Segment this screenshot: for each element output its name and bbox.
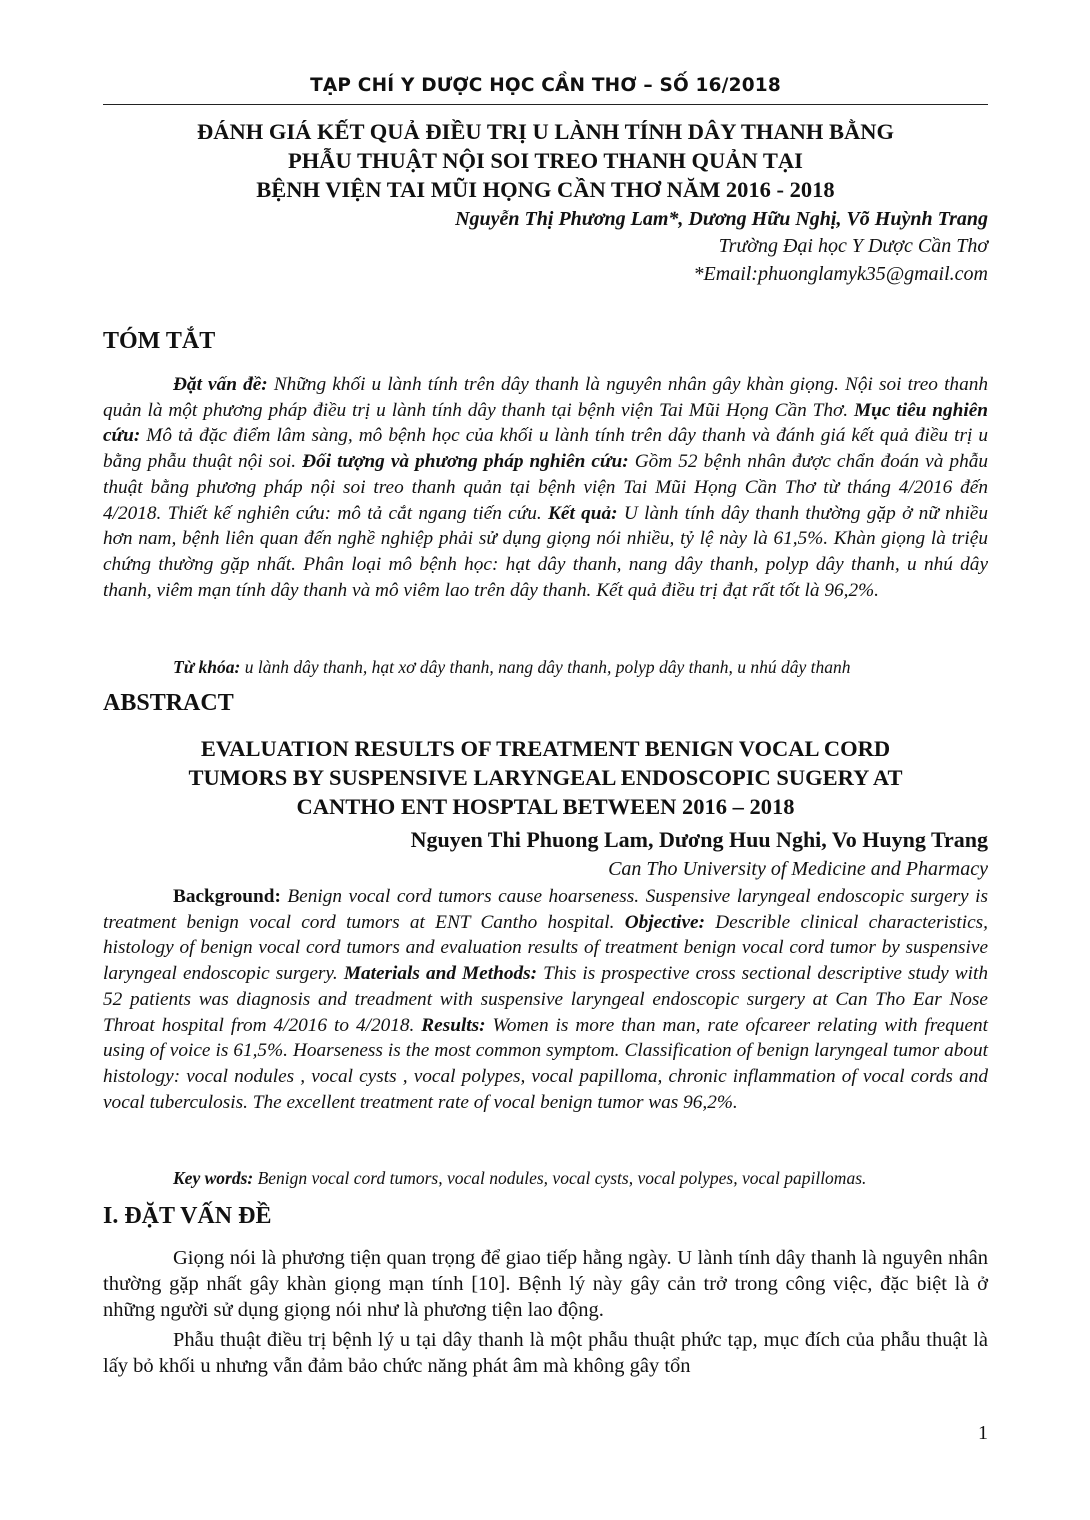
vietnamese-title-line-3: BỆNH VIỆN TAI MŨI HỌNG CẦN THƠ NĂM 2016 - 2018 (256, 177, 835, 202)
english-authors: Nguyen Thi Phuong Lam, Dương Huu Nghi, Vo Huyng Trang (410, 827, 988, 852)
section-1-paragraph-2: Phẫu thuật điều trị bệnh lý u tại dây thanh là một phẫu thuật phức tạp, mục đích của phẫu thuật là lấy bỏ khối u nhưng vẫn đảm bảo chức năng phát âm mà không gây tổn (103, 1329, 988, 1377)
english-title-line-3: CANTHO ENT HOSPTAL BETWEEN 2016 – 2018 (296, 794, 795, 819)
vietnamese-title (103, 117, 988, 204)
section-1-paragraph-1: Giọng nói là phương tiện quan trọng để giao tiếp hằng ngày. U lành tính dây thanh là nguyên nhân thường gặp nhất gây khàn giọng mạn tính [10]. Bệnh lý này gây cản trở trong công việc, đặc biệt là ở những người sử dụng giọng nói như là phương tiện lao động. (103, 1247, 988, 1321)
abstract-objective-label: Objective: (624, 911, 705, 933)
english-affiliation: Can Tho University of Medicine and Pharmacy (608, 858, 988, 880)
summary-methods-text: Gồm 52 bệnh nhân được chẩn đoán và phẫu thuật bằng phương pháp nội soi treo thanh quản tại bệnh viện Tai Mũi Họng Cần Thơ từ tháng 4/2016 đến 4/2018. Thiết kế nghiên cứu: mô tả cắt ngang tiến cứu. (103, 451, 988, 524)
vietnamese-title-line-1: ĐÁNH GIÁ KẾT QUẢ ĐIỀU TRỊ U LÀNH TÍNH DÂY THANH BẰNG (197, 119, 894, 144)
summary-keywords-label: Từ khóa: (173, 657, 241, 677)
summary-keywords-text: u lành dây thanh, hạt xơ dây thanh, nang dây thanh, polyp dây thanh, u nhú dây thanh (240, 657, 851, 677)
paper-page (103, 0, 988, 1520)
abstract-keywords-text: Benign vocal cord tumors, vocal nodules, vocal cysts, vocal polypes, vocal papillomas. (253, 1168, 867, 1188)
abstract-heading: ABSTRACT (103, 690, 234, 716)
author-email: *Email:phuonglamyk35@gmail.com (693, 263, 988, 285)
summary-background-text: Những khối u lành tính trên dây thanh là nguyên nhân gây khàn giọng. Nội soi treo thanh quản là một phương pháp điều trị u lành tính dây thanh tại bệnh viện Tai Mũi Họng Cần Thơ. (103, 374, 988, 421)
abstract-methods-text: This is prospective cross sectional descriptive study with 52 patients was diagnosis and treadment with suspensive laryngeal endoscopic surgery at Can Tho Ear Nose Throat hospital from 4/2016 to 4/2018. (103, 963, 988, 1036)
abstract-background-text: Benign vocal cord tumors cause hoarseness. Suspensive laryngeal endoscopic surgery is treatment benign vocal cord tumors at ENT Cantho hospital. (103, 886, 988, 933)
abstract-methods-label: Materials and Methods: (343, 963, 538, 985)
summary-objective-text: Mô tả đặc điểm lâm sàng, mô bệnh học của khối u lành tính trên dây thanh và đánh giá kết quả điều trị u bằng phẫu thuật nội soi. (103, 425, 988, 473)
abstract-background-label: Background: (173, 886, 281, 907)
summary-heading: TÓM TẮT (103, 328, 216, 354)
header-rule (103, 104, 988, 105)
page-number: 1 (978, 1422, 988, 1444)
abstract-keywords (173, 1167, 866, 1189)
abstract-keywords-label: Key words: (173, 1168, 254, 1188)
summary-methods-label: Đối tượng và phương pháp nghiên cứu: (302, 451, 629, 473)
abstract-paragraph (103, 884, 988, 1115)
vietnamese-title-line-2: PHẪU THUẬT NỘI SOI TREO THANH QUẢN TẠI (288, 148, 803, 173)
summary-background-label: Đặt vấn đề: (173, 374, 268, 395)
summary-paragraph (103, 372, 988, 603)
english-title-line-2: TUMORS BY SUSPENSIVE LARYNGEAL ENDOSCOPIC SUGERY AT (188, 765, 903, 790)
abstract-results-label: Results: (421, 1014, 486, 1036)
english-title-line-1: EVALUATION RESULTS OF TREATMENT BENIGN VOCAL CORD (200, 736, 891, 761)
summary-keywords (173, 656, 850, 678)
summary-results-label: Kết quả: (548, 502, 618, 524)
summary-results-text: U lành tính dây thanh thường gặp ở nữ nhiều hơn nam, bệnh liên quan đến nghề nghiệp phải sử dụng giọng nói nhiều, tỷ lệ này là 61,5%. Khàn giọng là triệu chứng thường gặp nhất. Phân loại mô bệnh học: hạt dây thanh, nang dây thanh, polyp dây thanh, u nhú dây thanh, viêm mạn tính dây thanh và mô viêm lao trên dây thanh. Kết quả điều trị đạt rất tốt là 96,2%. (103, 502, 988, 601)
vietnamese-authors: Nguyễn Thị Phương Lam*, Dương Hữu Nghị, Võ Huỳnh Trang (455, 208, 988, 230)
section-1-heading: I. ĐẶT VẤN ĐỀ (103, 1203, 272, 1229)
summary-objective-label: Mục tiêu nghiên cứu: (103, 399, 988, 447)
journal-header: TẠP CHÍ Y DƯỢC HỌC CẦN THƠ – SỐ 16/2018 (310, 75, 781, 96)
english-title (103, 734, 988, 821)
abstract-results-text: Women is more than man, rate ofcareer relating with frequent using of voice is 61,5%. Hoarseness is the most common symptom. Classification of benign laryngeal tumor about histology: vocal nodules , vocal cysts , vocal polypes, vocal papilloma, chronic inflammation of vocal cords and vocal tuberculosis. The excellent treatment rate of vocal benign tumor was 96,2%. (103, 1014, 988, 1113)
abstract-objective-text: Describle clinical characteristics, histology of benign vocal cord tumors and evaluation results of treatment benign vocal cord tumor by suspensive laryngeal endoscopic surgery. (103, 911, 988, 985)
vietnamese-affiliation: Trường Đại học Y Dược Cần Thơ (718, 235, 988, 257)
